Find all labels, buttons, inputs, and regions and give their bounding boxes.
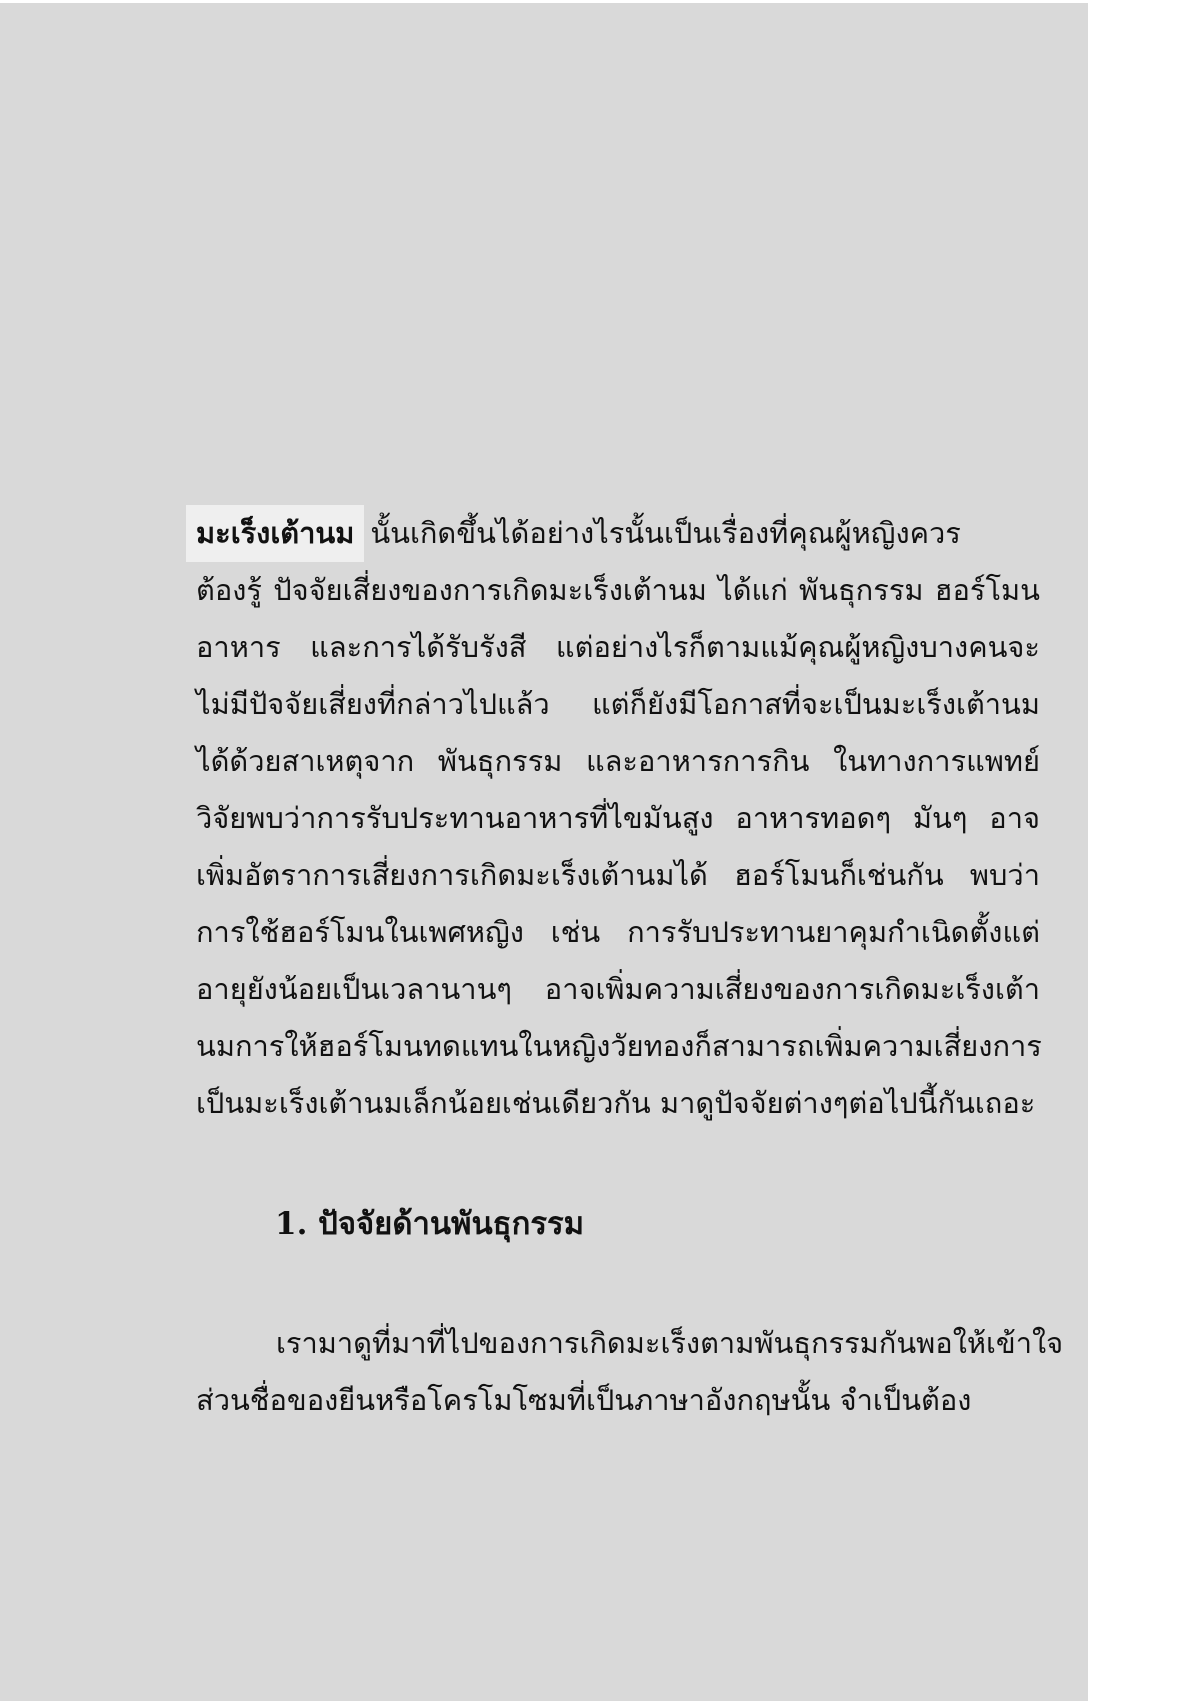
paragraph-line: อาหาร และการได้รับรังสี แต่อย่างไรก็ตามแม้คุณผู้หญิงบางคนจะ [196,630,1040,664]
section-heading: 1. ปัจจัยด้านพันธุกรรม [275,1206,585,1242]
paragraph-line: ได้ด้วยสาเหตุจาก พันธุกรรม และอาหารการกิน ในทางการแพทย์ [196,744,1040,778]
paragraph-line: วิจัยพบว่าการรับประทานอาหารที่ไขมันสูง อาหารทอดๆ มันๆ อาจ [196,801,1040,835]
highlighted-term: มะเร็งเต้านม [186,505,364,562]
intro-paragraph [196,505,1040,1132]
paragraph-line-text: นั้นเกิดขึ้นได้อย่างไรนั้นเป็นเรื่องที่คุณผู้หญิงควร [370,516,961,550]
paragraph-line: ไม่มีปัจจัยเสี่ยงที่กล่าวไปแล้ว แต่ก็ยังมีโอกาสที่จะเป็นมะเร็งเต้านม [196,687,1040,721]
paragraph-line: เป็นมะเร็งเต้านมเล็กน้อยเช่นเดียวกัน มาดูปัจจัยต่างๆต่อไปนี้กันเถอะ [196,1086,1036,1120]
paragraph-line: นมการให้ฮอร์โมนทดแทนในหญิงวัยทองก็สามารถเพิ่มความเสี่ยงการ [196,1029,1042,1063]
paragraph-line: เพิ่มอัตราการเสี่ยงการเกิดมะเร็งเต้านมได้ ฮอร์โมนก็เช่นกัน พบว่า [196,858,1040,892]
paragraph-line: การใช้ฮอร์โมนในเพศหญิง เช่น การรับประทานยาคุมกำเนิดตั้งแต่ [196,915,1040,949]
document-page [0,3,1088,1701]
paragraph-line [196,505,1040,562]
paragraph-line: เรามาดูที่มาที่ไปของการเกิดมะเร็งตามพันธุกรรมกันพอให้เข้าใจ [276,1326,1064,1360]
paragraph-line: ต้องรู้ ปัจจัยเสี่ยงของการเกิดมะเร็งเต้านม ได้แก่ พันธุกรรม ฮอร์โมน [196,573,1040,607]
paragraph-line: ส่วนชื่อของยีนหรือโครโมโซมที่เป็นภาษาอังกฤษนั้น จำเป็นต้อง [196,1383,972,1417]
paragraph-line: อายุยังน้อยเป็นเวลานานๆ อาจเพิ่มความเสี่ยงของการเกิดมะเร็งเต้า [196,972,1040,1006]
section-paragraph [196,1315,1064,1429]
